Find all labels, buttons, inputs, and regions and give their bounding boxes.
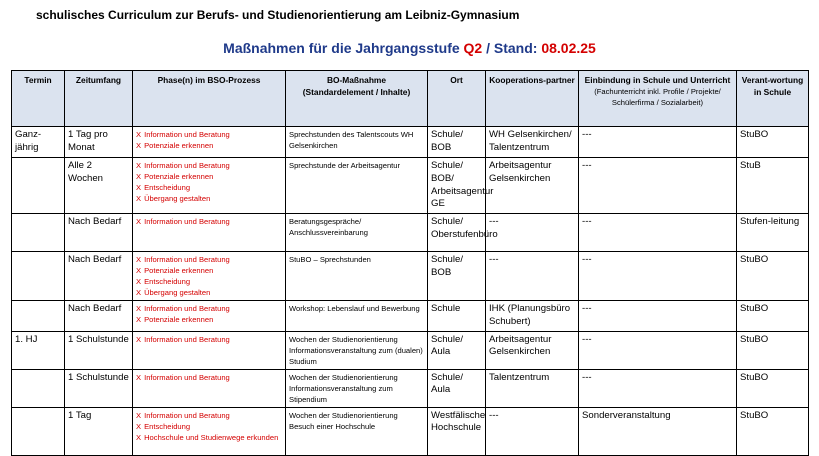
header-phasen: Phase(n) im BSO-Prozess (133, 71, 286, 127)
cell-phasen (133, 158, 286, 214)
cell-einbindung: --- (579, 369, 737, 407)
phase-mark: X (136, 172, 142, 181)
cell-partner: --- (486, 407, 579, 455)
bso-phase-item (136, 265, 282, 276)
document-title: schulisches Curriculum zur Berufs- und Studienorientierung am Leibniz-Gymnasium (36, 8, 520, 22)
table-body (12, 127, 809, 456)
bso-phase-item (136, 182, 282, 193)
bso-phase-item (136, 276, 282, 287)
cell-einbindung: Sonderveranstaltung (579, 407, 737, 455)
phase-label: Information und Beratung (144, 255, 230, 264)
bso-phase-item (136, 129, 282, 140)
phase-mark: X (136, 315, 142, 324)
table-row (12, 369, 809, 407)
cell-massnahme: Sprechstunden des Talentscouts WH Gelsenkirchen (286, 127, 428, 158)
cell-partner: --- (486, 214, 579, 252)
cell-verantwortung: StuBO (737, 127, 809, 158)
cell-verantwortung: StuB (737, 158, 809, 214)
header-massnahme-line2: (Standardelement / Inhalte) (302, 87, 411, 98)
phase-mark: X (136, 194, 142, 203)
phase-mark: X (136, 161, 142, 170)
cell-ort: Schule/ BOB (428, 127, 486, 158)
phase-label: Information und Beratung (144, 161, 230, 170)
cell-ort: Schule/ BOB (428, 252, 486, 301)
header-termin: Termin (12, 71, 65, 127)
cell-verantwortung: StuBO (737, 407, 809, 455)
cell-massnahme: Wochen der Studienorientierung Informationsveranstaltung zum Stipendium (286, 369, 428, 407)
cell-massnahme: Wochen der Studienorientierung Besuch einer Hochschule (286, 407, 428, 455)
bso-phase-item (136, 314, 282, 325)
cell-ort: Schule/ BOB/ Arbeitsagentur GE (428, 158, 486, 214)
cell-phasen (133, 252, 286, 301)
bso-phase-item (136, 193, 282, 204)
cell-partner: IHK (Planungsbüro Schubert) (486, 301, 579, 332)
header-partner: Kooperations-partner (486, 71, 579, 127)
table-row (12, 158, 809, 214)
cell-partner: Talentzentrum (486, 369, 579, 407)
cell-zeit: 1 Schulstunde (65, 331, 133, 369)
bso-phase-item (136, 372, 282, 383)
cell-ort: Schule/ Oberstufenbüro (428, 214, 486, 252)
phase-label: Information und Beratung (144, 217, 230, 226)
cell-einbindung: --- (579, 301, 737, 332)
header-zeitumfang: Zeitumfang (65, 71, 133, 127)
cell-massnahme: Wochen der Studienorientierung Informationsveranstaltung zum (dualen) Studium (286, 331, 428, 369)
phase-label: Entscheidung (144, 277, 191, 286)
cell-verantwortung: Stufen-leitung (737, 214, 809, 252)
cell-zeit: 1 Tag (65, 407, 133, 455)
phase-mark: X (136, 372, 142, 382)
phase-label: Potenziale erkennen (144, 172, 214, 181)
cell-ort: Westfälische Hochschule (428, 407, 486, 455)
cell-zeit: Nach Bedarf (65, 301, 133, 332)
cell-verantwortung: StuBO (737, 369, 809, 407)
cell-ort: Schule/ Aula (428, 331, 486, 369)
phase-mark: X (136, 183, 142, 192)
header-einbindung (579, 71, 737, 127)
phase-label: Information und Beratung (144, 410, 230, 420)
cell-phasen (133, 301, 286, 332)
phase-label: Hochschule und Studienwege erkunden (144, 432, 279, 442)
cell-massnahme: Sprechstunde der Arbeitsagentur (286, 158, 428, 214)
phase-label: Potenziale erkennen (144, 315, 214, 324)
header-massnahme (286, 71, 428, 127)
cell-termin (12, 252, 65, 301)
header-einbindung-line1: Einbindung in Schule und Unterricht (584, 75, 731, 85)
phase-mark: X (136, 421, 142, 431)
subtitle-stufe: Q2 (463, 40, 483, 56)
cell-zeit: 1 Schulstunde (65, 369, 133, 407)
phase-label: Übergang gestalten (144, 288, 211, 297)
phase-mark: X (136, 130, 142, 139)
table-header-row (12, 71, 809, 127)
phase-label: Information und Beratung (144, 372, 230, 382)
cell-verantwortung: StuBO (737, 252, 809, 301)
cell-zeit: Nach Bedarf (65, 214, 133, 252)
cell-einbindung: --- (579, 331, 737, 369)
bso-phase-item (136, 254, 282, 265)
phase-mark: X (136, 277, 142, 286)
subtitle (0, 40, 819, 56)
table-row (12, 331, 809, 369)
cell-termin (12, 158, 65, 214)
cell-phasen (133, 369, 286, 407)
bso-phase-item (136, 410, 282, 421)
header-massnahme-line1: BO-Maßnahme (326, 75, 387, 85)
cell-phasen (133, 331, 286, 369)
bso-phase-item (136, 171, 282, 182)
phase-label: Information und Beratung (144, 130, 230, 139)
phase-label: Übergang gestalten (144, 194, 211, 203)
table-row (12, 214, 809, 252)
phase-mark: X (136, 217, 142, 226)
phase-mark: X (136, 304, 142, 313)
table-row (12, 127, 809, 158)
cell-phasen (133, 127, 286, 158)
table-row (12, 407, 809, 455)
phase-mark: X (136, 141, 142, 150)
cell-partner: Arbeitsagentur Gelsenkirchen (486, 158, 579, 214)
cell-partner: Arbeitsagentur Gelsenkirchen (486, 331, 579, 369)
table-row (12, 252, 809, 301)
cell-partner: --- (486, 252, 579, 301)
cell-zeit: Alle 2 Wochen (65, 158, 133, 214)
cell-ort: Schule (428, 301, 486, 332)
phase-mark: X (136, 432, 142, 442)
table-row (12, 301, 809, 332)
curriculum-table (11, 70, 809, 456)
cell-einbindung: --- (579, 158, 737, 214)
cell-phasen (133, 407, 286, 455)
bso-phase-item (136, 216, 282, 227)
bso-phase-item (136, 432, 282, 443)
phase-mark: X (136, 255, 142, 264)
cell-termin (12, 369, 65, 407)
cell-termin (12, 301, 65, 332)
phase-mark: X (136, 266, 142, 275)
phase-label: Potenziale erkennen (144, 266, 214, 275)
subtitle-prefix: Maßnahmen für die Jahrgangsstufe (223, 40, 460, 56)
cell-einbindung: --- (579, 252, 737, 301)
cell-zeit: Nach Bedarf (65, 252, 133, 301)
cell-termin (12, 407, 65, 455)
cell-termin: Ganz-jährig (12, 127, 65, 158)
cell-termin: 1. HJ (12, 331, 65, 369)
cell-verantwortung: StuBO (737, 301, 809, 332)
phase-mark: X (136, 288, 142, 297)
cell-massnahme: Beratungsgespräche/ Anschlussvereinbarung (286, 214, 428, 252)
header-einbindung-line2: (Fachunterricht inkl. Profile / Projekte/ Schülerfirma / Sozialarbeit) (594, 87, 721, 108)
cell-ort: Schule/ Aula (428, 369, 486, 407)
phase-label: Entscheidung (144, 421, 191, 431)
cell-phasen (133, 214, 286, 252)
cell-partner: WH Gelsenkirchen/ Talentzentrum (486, 127, 579, 158)
bso-phase-item (136, 421, 282, 432)
phase-label: Information und Beratung (144, 304, 230, 313)
cell-termin (12, 214, 65, 252)
header-ort: Ort (428, 71, 486, 127)
bso-phase-item (136, 160, 282, 171)
bso-phase-item (136, 140, 282, 151)
cell-verantwortung: StuBO (737, 331, 809, 369)
phase-mark: X (136, 410, 142, 420)
cell-massnahme: StuBO – Sprechstunden (286, 252, 428, 301)
bso-phase-item (136, 303, 282, 314)
subtitle-stand-label: / Stand: (486, 40, 538, 56)
bso-phase-item (136, 334, 282, 345)
header-verantwortung: Verant-wortung in Schule (737, 71, 809, 127)
cell-massnahme: Workshop: Lebenslauf und Bewerbung (286, 301, 428, 332)
bso-phase-item (136, 287, 282, 298)
phase-mark: X (136, 334, 142, 344)
cell-zeit: 1 Tag pro Monat (65, 127, 133, 158)
subtitle-stand-date: 08.02.25 (541, 40, 596, 56)
phase-label: Potenziale erkennen (144, 141, 214, 150)
cell-einbindung: --- (579, 127, 737, 158)
phase-label: Information und Beratung (144, 334, 230, 344)
cell-einbindung: --- (579, 214, 737, 252)
phase-label: Entscheidung (144, 183, 191, 192)
